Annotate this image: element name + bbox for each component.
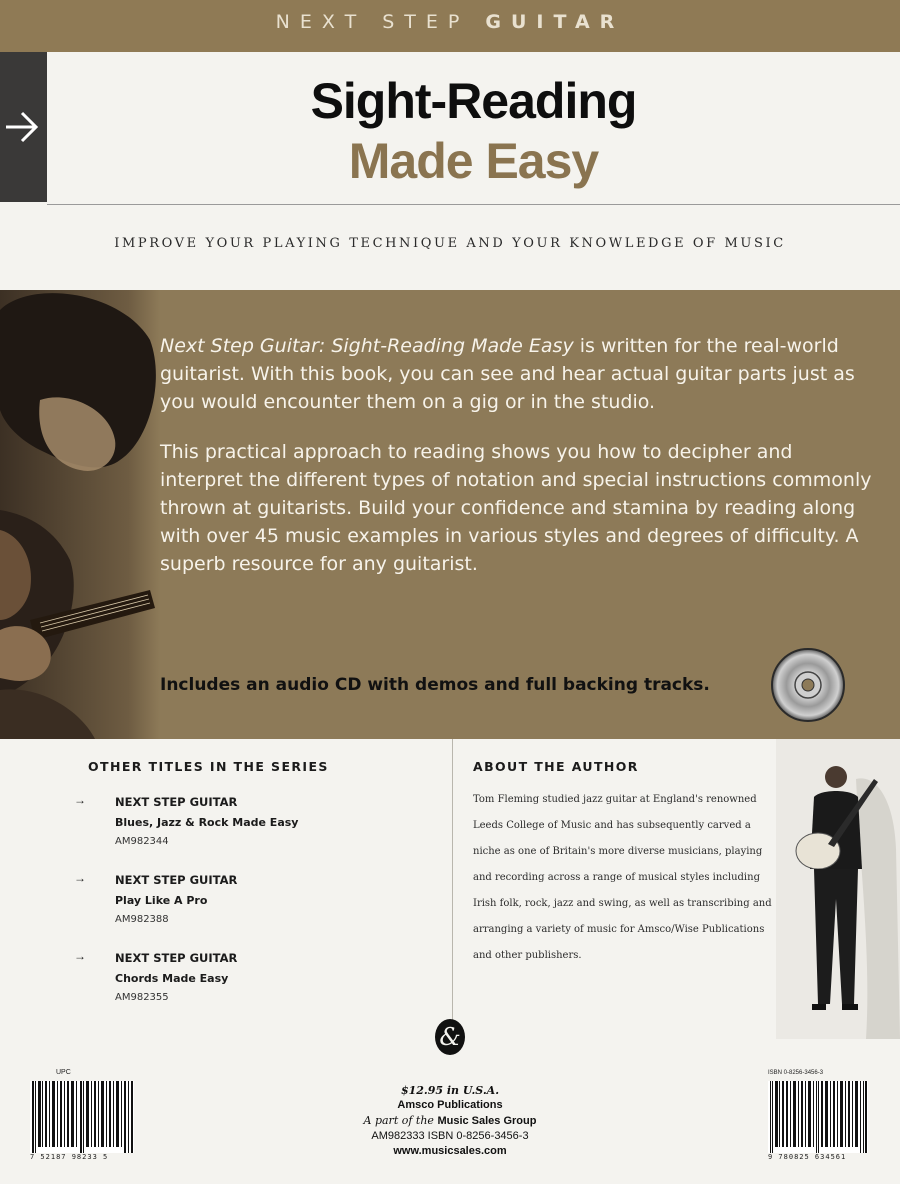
series-header-band (0, 0, 900, 52)
isbn-label: ISBN 0-8256-3456-3 (768, 1070, 824, 1076)
description-paragraph-2: This practical approach to reading shows you how to decipher and interpret the different types of notation and special instructions commonly thrown at guitarists. Build your confidence and stamina by reading along with over 45 music examples in various styles and degrees of difficulty. A superb resource for any guitarist. (160, 441, 872, 575)
arrow-right-icon (4, 108, 40, 146)
cd-note: Includes an audio CD with demos and full backing tracks. (160, 675, 710, 695)
description-panel (0, 290, 900, 739)
publisher: Amsco Publications (397, 1099, 503, 1111)
book-title: Sight-Reading (310, 73, 637, 129)
guitarist-photo (0, 290, 160, 739)
publisher-group: A part of the Music Sales Group (363, 1114, 537, 1127)
title-name: Play Like A Pro (115, 894, 208, 907)
music-sales-logo (433, 1017, 467, 1057)
price: $12.95 in U.S.A. (400, 1084, 500, 1097)
arrow-bullet-icon: → (74, 949, 86, 963)
title-series: NEXT STEP GUITAR (115, 873, 238, 887)
upc-label: UPC (56, 1069, 71, 1076)
series-name: NEXT STEP GUITAR (275, 11, 625, 33)
description-text (160, 332, 872, 600)
title-series: NEXT STEP GUITAR (115, 795, 238, 809)
column-divider (452, 739, 453, 1039)
cd-icon (770, 647, 846, 723)
arrow-bullet-icon: → (74, 871, 86, 885)
about-author-text: Tom Fleming studied jazz guitar at England's renowned Leeds College of Music and has subsequently carved a niche as one of Britain's more diverse musicians, playing and recording across a range of musical styles including Irish folk, rock, jazz and swing, as well as transcribing and arranging a variety of music for Amsco/Wise Publications and other publishers. (473, 794, 772, 961)
title-code: AM982344 (115, 836, 169, 847)
isbn-barcode (768, 1081, 868, 1153)
tagline: IMPROVE YOUR PLAYING TECHNIQUE AND YOUR KNOWLEDGE OF MUSIC (114, 236, 786, 251)
author-photo (776, 739, 900, 1039)
title-name: Chords Made Easy (115, 972, 229, 985)
book-subtitle: Made Easy (348, 133, 599, 189)
upc-digits: 7 52187 98233 5 (30, 1153, 109, 1161)
about-author-heading: ABOUT THE AUTHOR (473, 759, 639, 774)
isbn-digits: 9 780825 634561 (768, 1153, 847, 1161)
title-series: NEXT STEP GUITAR (115, 951, 238, 965)
lower-section (0, 739, 900, 1184)
website-link[interactable]: www.musicsales.com (393, 1145, 507, 1157)
title-divider (47, 204, 900, 205)
svg-text:&: & (439, 1023, 461, 1051)
description-paragraph-1: Next Step Guitar: Sight-Reading Made Easy is written for the real-world guitarist. With this book, you can see and hear actual guitar parts just as you would encounter them on a gig or in the studio. (160, 335, 855, 413)
title-code: AM982355 (115, 992, 169, 1003)
catalog-codes: AM982333 ISBN 0-8256-3456-3 (371, 1130, 529, 1142)
arrow-bullet-icon: → (74, 793, 86, 807)
arrow-box (0, 52, 47, 202)
title-code: AM982388 (115, 914, 169, 925)
imprint (0, 1083, 900, 1159)
title-name: Blues, Jazz & Rock Made Easy (115, 816, 299, 829)
other-titles-heading: OTHER TITLES IN THE SERIES (88, 759, 329, 774)
